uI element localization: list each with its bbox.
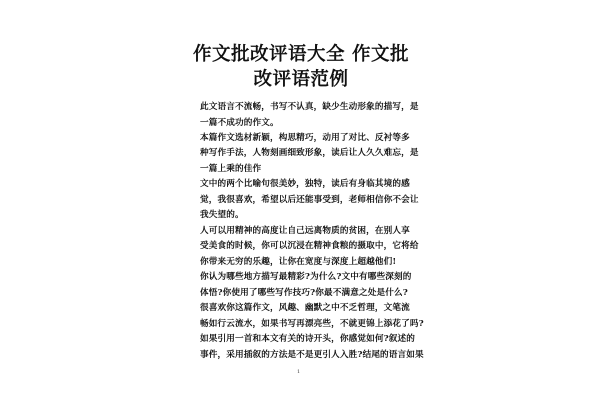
text-line: 一篇不成功的作文。 [200, 118, 279, 128]
text-line: 人可以用精神的高度让自己远离物质的贫困，在别人享 [200, 226, 410, 236]
text-line: 此文语言不流畅，书写不认真，缺少生动形象的描写，是 [200, 102, 419, 112]
text-line: 体悟?你使用了哪些写作技巧?你最不满意之处是什么? [200, 288, 408, 298]
text-line: 如果引用一首和本文有关的诗开头，你感觉如何?叙述的 [200, 334, 416, 344]
page-number: 1 [297, 369, 301, 375]
text-line: 我失望的。 [200, 210, 244, 220]
text-line: 一篇上乘的佳作 [200, 164, 262, 174]
text-line: 畅如行云流水，如果书写再漂亮些，不就更锦上添花了吗? [200, 319, 424, 329]
title-line-2: 改评语范例 [253, 69, 349, 90]
text-line: 事件，采用插叙的方法是不是更引人入胜?结尾的语言如果 [200, 350, 424, 360]
title-line-1: 作文批改评语大全 作文批 [193, 44, 409, 65]
text-line: 种写作手法，人物刻画细致形象，读后让人久久难忘，是 [200, 148, 419, 158]
text-line: 本篇作文选材新颖，构思精巧，动用了对比、反衬等多 [200, 133, 410, 143]
text-line: 你认为哪些地方描写最精彩?为什么?文中有哪些深刻的 [200, 272, 412, 282]
text-line: 受美食的时候，你可以沉浸在精神食粮的摄取中，它将给 [200, 241, 419, 251]
text-line: 觉，我很喜欢，希望以后还能事受到，老师相信你不会让 [200, 195, 419, 205]
document-title [176, 42, 426, 92]
text-line: 你带来无穷的乐趣，让你在宽度与深度上超越他们! [200, 257, 397, 267]
text-line: 文中的两个比喻句很美妙，独特，读后有身临其境的感 [200, 179, 410, 189]
text-line: 很喜欢你这篇作文，风趣、幽默之中不乏哲理，文笔流 [200, 303, 410, 313]
